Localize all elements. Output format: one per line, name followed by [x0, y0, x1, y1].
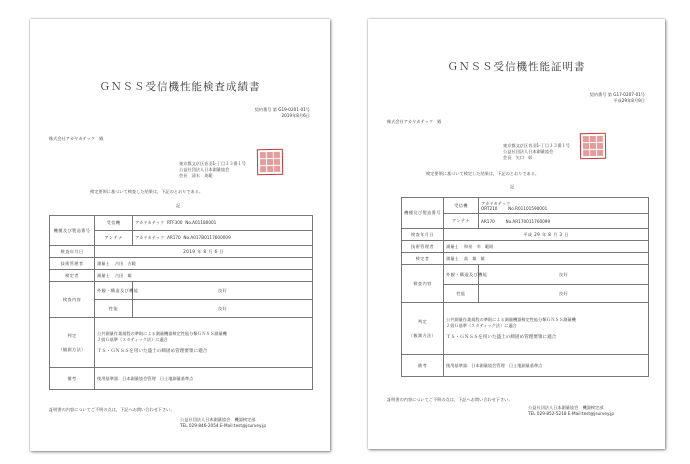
date-value: 平成 29 年 8 月 3 日: [444, 229, 649, 241]
structure-label: 外観・構造及び機能: [95, 282, 133, 300]
content-label: 検査内容: [50, 282, 95, 318]
ki-mark: 記: [510, 184, 515, 189]
inspection-report-document: [30, 19, 330, 451]
performance-result: 良好: [479, 285, 649, 303]
receiver-value: アカヤカテック ORT210 No.R01101590001: [479, 198, 649, 214]
judge-label-cell: [50, 318, 95, 368]
footer-note: 証明書の内容についてご不明の点は，下記へお問い合わせ下さい。: [387, 397, 513, 402]
judge-value: 公共測量作業規程の準則による測量機器検定性能分類ＧＮＳＳ測量機 ２級Ｇ基準（スタティック法）に適合 ＴＳ・ＧＮＳＳを用いた盛土の締固め管理要領に適合: [95, 318, 313, 368]
official-seal: [257, 149, 283, 175]
recipient: 株式会社アカヤカテック 殿: [49, 136, 104, 141]
receiver-label: 受信機: [444, 198, 479, 214]
remarks-value: 使用基準器：日本測量協会管理 日土地測量基準点: [95, 368, 313, 390]
footer-organization: 公益社団法人日本測量協会 機器検定部: [528, 405, 604, 410]
performance-label: 性能: [444, 285, 479, 303]
performance-label: 性能: [95, 300, 133, 318]
intro-text: 検定要領に基づいて検定した結果は，下記のとおりである。: [426, 171, 540, 176]
judge-sub: （観測方法）: [58, 346, 86, 352]
issuer-organization: 公益社団法人日本測量協会: [179, 167, 230, 172]
antenna-label: アンテナ: [444, 214, 479, 229]
intro-text: 検定要領に基づいて検査した結果は，下記のとおりである。: [90, 189, 204, 194]
judge-label: 判定: [67, 332, 77, 338]
antenna-value: AR170 No.AR170011760099: [479, 214, 649, 229]
issuer-name: 会長 清水 英範: [179, 173, 213, 178]
issuer-address: 東京都文京区音羽1-丁目３３番１号: [503, 143, 570, 148]
footer-organization: 公益社団法人日本測量協会 機器検定部: [180, 417, 256, 422]
contract-number: 契約番号 第 G17-0207-01号: [589, 92, 645, 97]
tech-label: 技術管理者: [402, 241, 444, 253]
inspection-table: [49, 215, 313, 390]
structure-label: 外観・構造及び機能: [444, 265, 479, 285]
judge-label: 判定: [417, 318, 428, 324]
structure-result: 良好: [479, 265, 649, 285]
judge-value: 公共測量作業規程の準則による測量機器検定性能分類ＧＮＳＳ測量機 ２級Ｇ基準（スタティック法）に適合 ＴＳ・ＧＮＳＳを用いた盛土の締固め管理要領に適合: [444, 303, 649, 355]
judge-sub: （観測方法）: [408, 332, 437, 338]
date-label: 検査年月日: [402, 229, 444, 241]
document-title: ＧＮＳＳ受信機性能証明書: [447, 61, 586, 73]
footer-contact: TEL 029-846-2054 E-Mail:test@jsurvey.jp: [180, 423, 266, 428]
ki-mark: 記: [176, 203, 181, 208]
footer-contact: TEL 029-852-5218 E-Mail:test@jsurvey.jp: [528, 411, 614, 416]
receiver-value: アカヤカテック RTF300 No.A01180001: [133, 216, 313, 231]
device-label: 機種及び製造番号: [402, 198, 444, 229]
inspector-label: 検定者: [402, 253, 444, 265]
tech-value: 測量士 吉田 吉範: [95, 258, 313, 270]
judge-label-cell: [402, 303, 444, 355]
antenna-value: アカヤカテック AR170 No.A017B0117600009: [133, 231, 313, 246]
tech-label: 技術管理者: [50, 258, 95, 270]
document-title: ＧＮＳＳ受信機性能検査成績書: [99, 81, 261, 93]
document-date: 平成29年8月9日: [613, 98, 645, 103]
remarks-label: 備考: [50, 368, 95, 390]
issuer-name: 会長 矢口 彰: [503, 155, 533, 160]
issuer-organization: 公益社団法人日本測量協会: [503, 149, 554, 154]
date-label: 検査年月日: [50, 246, 95, 258]
issuer-address: 東京都文京区音羽1-丁目３３番１号: [179, 161, 246, 166]
receiver-label: 受信機: [95, 216, 133, 231]
footer-note: 証明書の内容についてご不明の点は，下記へお問い合わせ下さい。: [49, 407, 175, 412]
content-label: 検査内容: [402, 265, 444, 303]
structure-result: 良好: [133, 282, 313, 300]
contract-number: 契約番号 第 G19-0201-01号: [254, 107, 310, 112]
remarks-value: 使用基準器：日本測量協会管理 日土地測量基準点: [444, 355, 649, 377]
inspector-value: 測量士 吉田 雄: [95, 270, 313, 282]
remarks-label: 備考: [402, 355, 444, 377]
tech-value: 測量士 和泉 幸 範則: [444, 241, 649, 253]
date-value: 2019 年 8 月 6 日: [95, 246, 313, 258]
inspector-value: 測量士 高 雄 雄: [444, 253, 649, 265]
inspector-label: 検定者: [50, 270, 95, 282]
performance-result: 良好: [133, 300, 313, 318]
performance-certificate-document: [368, 19, 665, 449]
device-label: 機種及び製造番号: [50, 216, 95, 246]
document-date: 2019年8月6日: [281, 113, 310, 118]
certificate-table: [401, 197, 649, 377]
recipient: 株式会社アカヤカテック 殿: [387, 119, 442, 124]
antenna-label: アンテナ: [95, 231, 133, 246]
official-seal: [580, 133, 606, 159]
